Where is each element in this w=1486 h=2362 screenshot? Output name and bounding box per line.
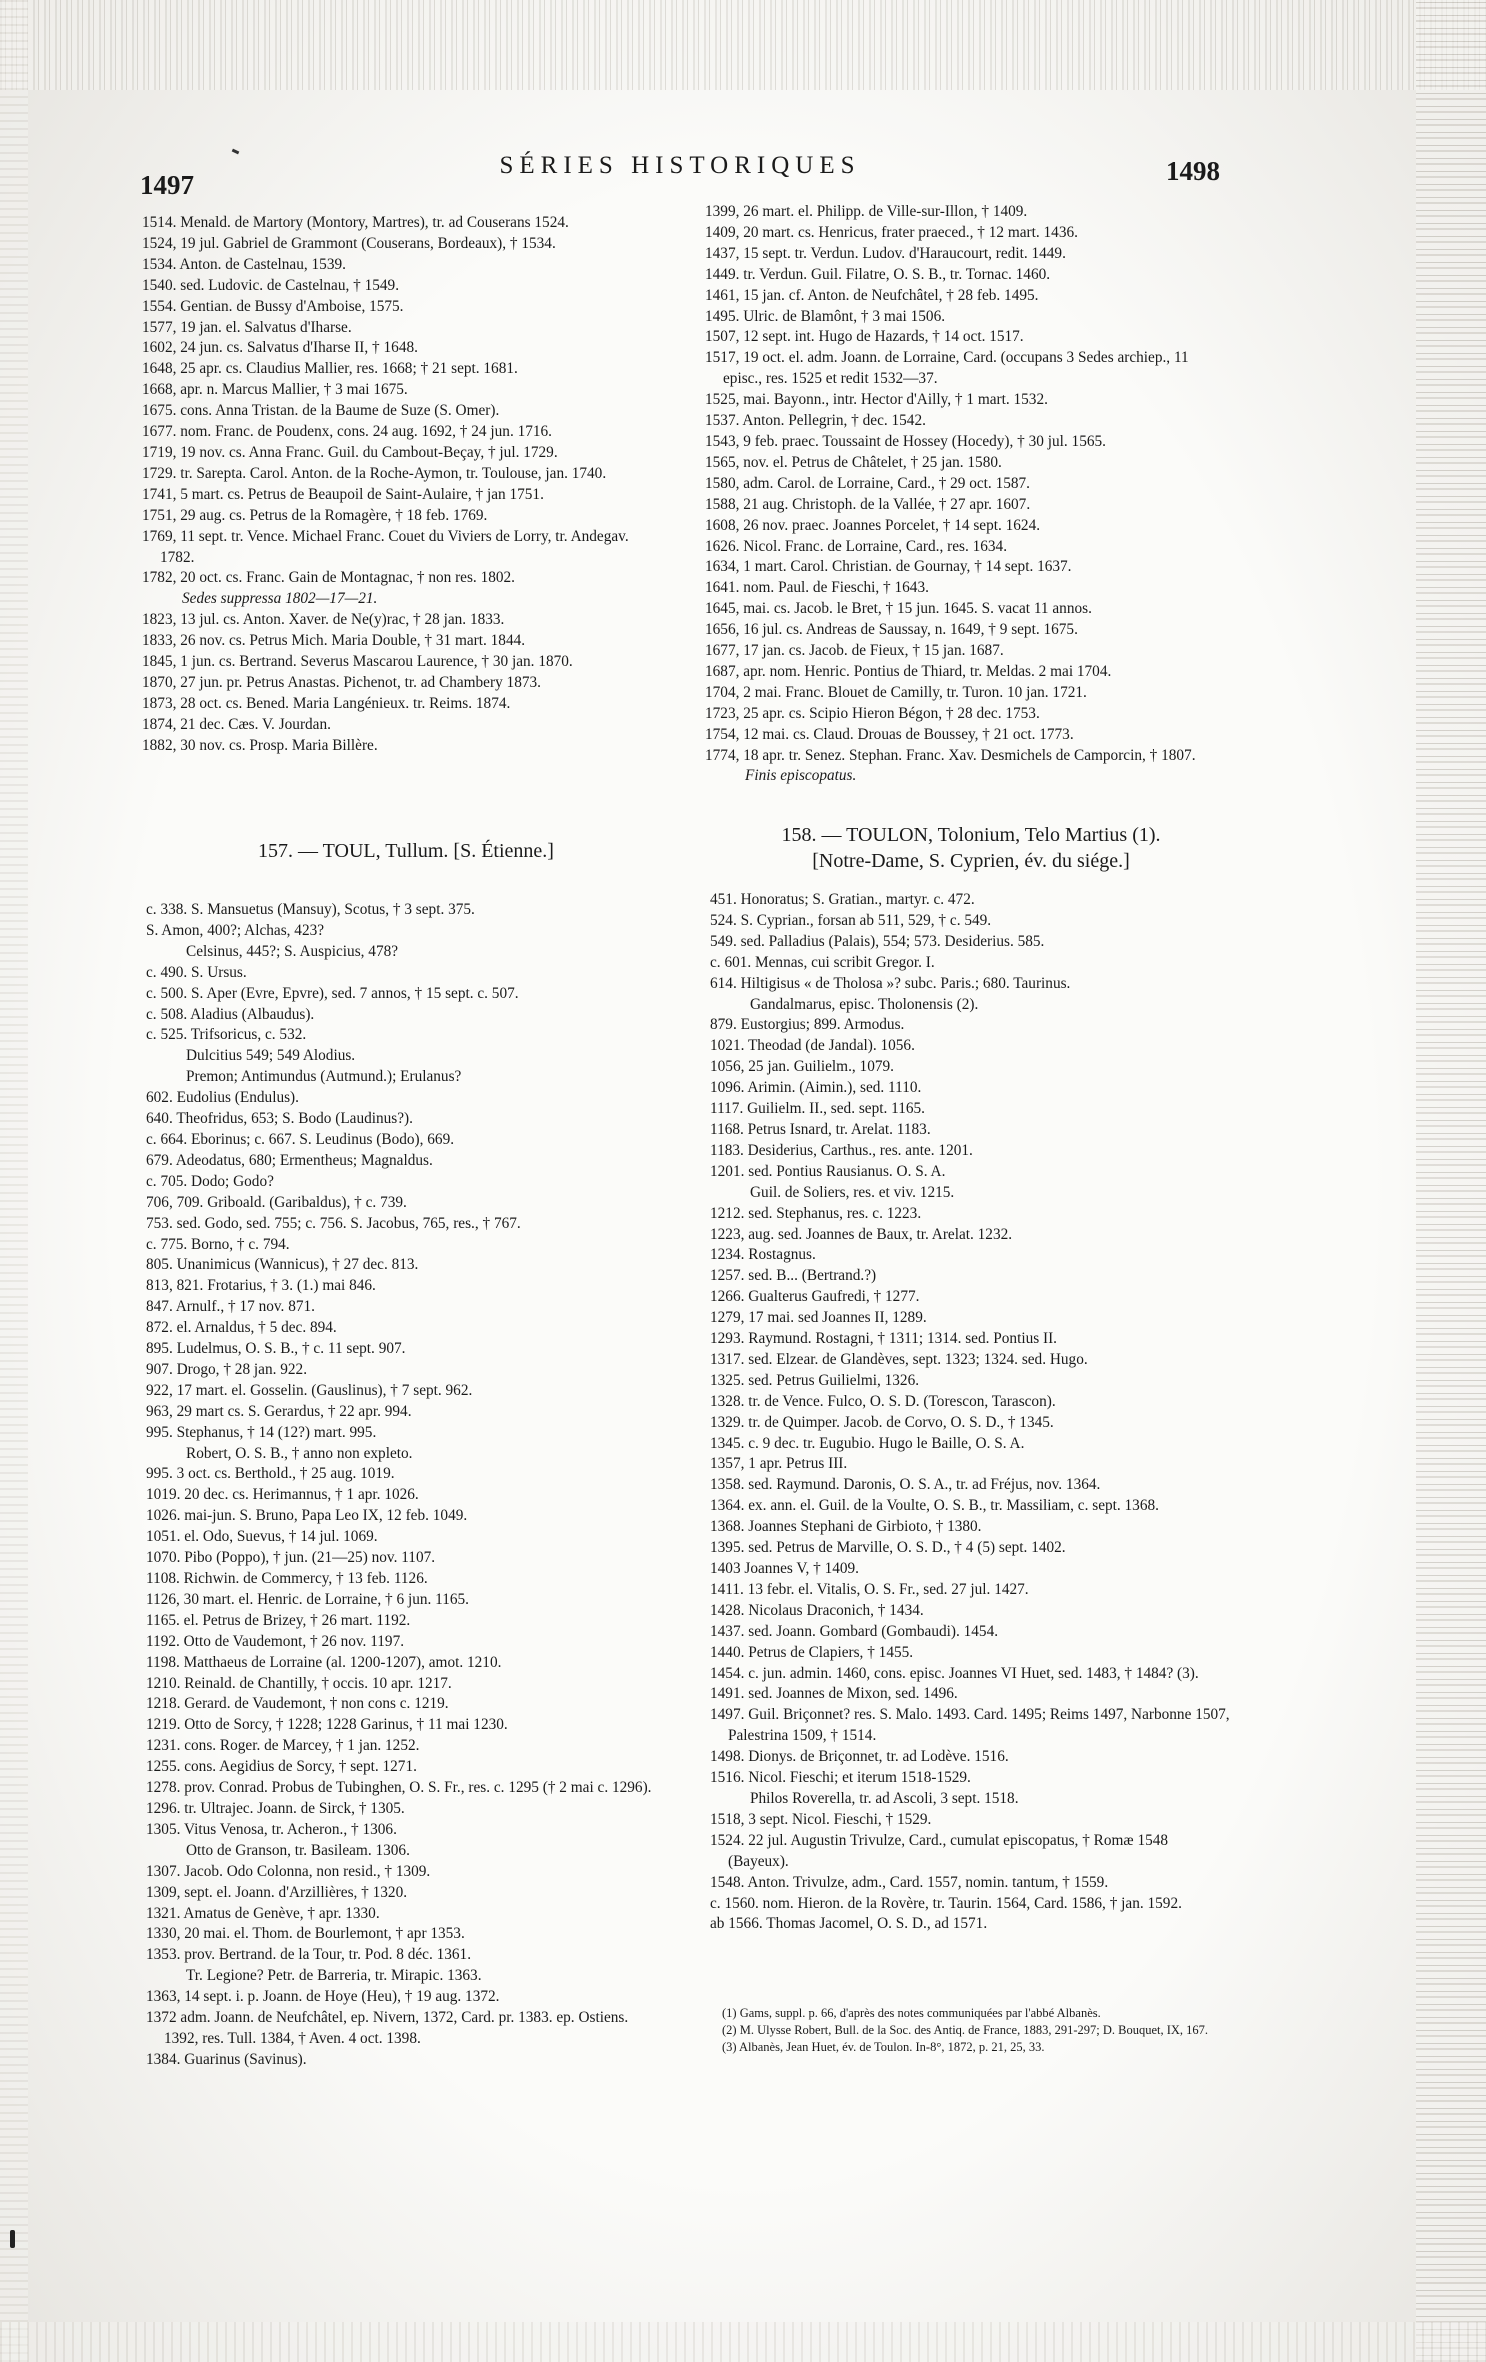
toul-entry: Otto de Granson, tr. Basileam. 1306. [186,1841,410,1859]
toulon-entry: 614. Hiltigisus « de Tholosa »? subc. Paris.; 680. Taurinus. [710,974,1071,992]
toulon-entry: 1524. 22 jul. Augustin Trivulze, Card., cumulat episcopatus, † Romæ 1548 (Bayeux). [710,1831,1169,1870]
toul-entry: 1165. el. Petrus de Brizey, † 26 mart. 1192. [146,1611,411,1629]
toul-metz-entry: 1565, nov. el. Petrus de Châtelet, † 25 jan. 1580. [705,453,1002,471]
running-title: SÉRIES HISTORIQUES [499,152,861,179]
toul-entry: 805. Unanimicus (Wannicus), † 27 dec. 813. [146,1256,419,1274]
scan-noise-left [0,0,28,2362]
toulon-entry: 1548. Anton. Trivulze, adm., Card. 1557, nomin. tantum, † 1559. [710,1873,1109,1891]
toulon-entry: 1368. Joannes Stephani de Girbioto, † 1380. [710,1518,982,1536]
toulon-entry: 1212. sed. Stephanus, res. c. 1223. [710,1204,922,1222]
toul-entry: 1307. Jacob. Odo Colonna, non resid., † 1309. [146,1862,431,1880]
toulon-entry: 1168. Petrus Isnard, tr. Arelat. 1183. [710,1120,931,1138]
toul-entry: 1231. cons. Roger. de Marcey, † 1 jan. 1252. [146,1737,420,1755]
toulon-entry: 1096. Arimin. (Aimin.), sed. 1110. [710,1079,922,1097]
couserans-entry: 1675. cons. Anna Tristan. de la Baume de Suze (S. Omer). [142,402,500,420]
toul-entry: 679. Adeodatus, 680; Ermentheus; Magnaldus. [146,1151,433,1169]
toul-entry: c. 664. Eborinus; c. 667. S. Leudinus (Bodo), 669. [146,1130,455,1148]
finis-episcopatus-note: Finis episcopatus. [745,767,857,785]
toul-metz-entry: 1537. Anton. Pellegrin, † dec. 1542. [705,412,926,430]
toul-bishops-list [146,900,666,2071]
toulon-entry: Philos Roverella, tr. ad Ascoli, 3 sept. 1518. [750,1789,1019,1807]
toulon-entry: 1498. Dionys. de Briçonnet, tr. ad Lodève. 1516. [710,1748,1009,1766]
toul-metz-entry: 1626. Nicol. Franc. de Lorraine, Card., res. 1634. [705,537,1008,555]
toulon-entry: 1056, 25 jan. Guilielm., 1079. [710,1058,894,1076]
toul-metz-entry: 1399, 26 mart. el. Philipp. de Ville-sur-Illon, † 1409. [705,203,1028,220]
toul-metz-entry: 1507, 12 sept. int. Hugo de Hazards, † 14 oct. 1517. [705,328,1024,346]
toul-entry: 1218. Gerard. de Vaudemont, † non cons c. 1219. [146,1695,449,1713]
toul-entry: 1321. Amatus de Genève, † apr. 1330. [146,1904,380,1922]
couserans-entry: 1602, 24 jun. cs. Salvatus d'Iharse II, † 1648. [142,339,418,357]
toul-entry: c. 525. Trifsoricus, c. 532. [146,1026,307,1044]
toulon-entry: 1293. Raymund. Rostagni, † 1311; 1314. sed. Pontius II. [710,1330,1058,1348]
toul-entry: 1305. Vitus Venosa, tr. Acheron., † 1306. [146,1820,397,1838]
toul-metz-entry: 1580, adm. Carol. de Lorraine, Card., † 29 oct. 1587. [705,474,1030,492]
toulon-entry: 1183. Desiderius, Carthus., res. ante. 1201. [710,1141,973,1159]
couserans-entry: 1719, 19 nov. cs. Anna Franc. Guil. du Cambout-Beçay, † jul. 1729. [142,443,558,461]
toul-entry: c. 705. Dodo; Godo? [146,1172,274,1190]
toul-entry: c. 338. S. Mansuetus (Mansuy), Scotus, † 3 sept. 375. [146,901,475,918]
left-column-number: 1497 [140,170,194,200]
toulon-entry: 1395. sed. Petrus de Marville, O. S. D., † 4 (5) sept. 1402. [710,1539,1066,1557]
toul-metz-entry: 1461, 15 jan. cf. Anton. de Neufchâtel, † 28 feb. 1495. [705,286,1039,304]
toul-metz-entry: 1677, 17 jan. cs. Jacob. de Fieux, † 15 jan. 1687. [705,642,1004,660]
toul-entry: 922, 17 mart. el. Gosselin. (Gauslinus), † 7 sept. 962. [146,1381,473,1399]
toulon-entry: 879. Eustorgius; 899. Armodus. [710,1016,905,1034]
toul-metz-entry: 1449. tr. Verdun. Guil. Filatre, O. S. B., tr. Tornac. 1460. [705,265,1051,283]
toul-entry: c. 490. S. Ursus. [146,963,247,981]
toulon-entry: 524. S. Cyprian., forsan ab 511, 529, † c. 549. [710,911,992,929]
toul-metz-entry: 1774, 18 apr. tr. Senez. Stephan. Franc. Xav. Desmichels de Camporcin, † 1807. [705,746,1196,764]
toulon-entry: Gandalmarus, episc. Tholonensis (2). [750,995,979,1013]
couserans-entry: 1577, 19 jan. el. Salvatus d'Iharse. [142,318,352,336]
toul-entry: c. 508. Aladius (Albaudus). [146,1005,315,1023]
toulon-entry: 1440. Petrus de Clapiers, † 1455. [710,1643,914,1661]
toul-entry: 1353. prov. Bertrand. de la Tour, tr. Pod. 8 déc. 1361. [146,1946,472,1964]
scan-noise-top [0,0,1486,90]
toul-entry: Tr. Legione? Petr. de Barreria, tr. Mirapic. 1363. [186,1967,482,1985]
toul-metz-entry: 1495. Ulric. de Blamônt, † 3 mai 1506. [705,307,946,325]
scan-noise-bottom [0,2322,1486,2362]
toulon-entry: 1516. Nicol. Fieschi; et iterum 1518-1529. [710,1769,971,1787]
toulon-entry: 1223, aug. sed. Joannes de Baux, tr. Arelat. 1232. [710,1225,1013,1243]
toul-entry: 1296. tr. Ultrajec. Joann. de Sirck, † 1305. [146,1799,405,1817]
couserans-entry: 1729. tr. Sarepta. Carol. Anton. de la Roche-Aymon, tr. Toulouse, jan. 1740. [142,464,607,482]
sedes-suppressa-note: Sedes suppressa 1802—17—21. [182,590,378,608]
toul-section-heading-block [146,838,666,864]
toulon-entry: ab 1566. Thomas Jacomel, O. S. D., ad 1571. [710,1915,988,1933]
toul-entry: 995. Stephanus, † 14 (12?) mart. 995. [146,1423,377,1441]
running-header [140,152,1220,200]
toulon-entry: 1345. c. 9 dec. tr. Eugubio. Hugo le Baille, O. S. A. [710,1434,1025,1452]
toulon-entry: c. 601. Mennas, cui scribit Gregor. I. [710,953,935,971]
toulon-entry: 1428. Nicolaus Draconich, † 1434. [710,1601,924,1619]
couserans-entry: 1751, 29 aug. cs. Petrus de la Romagère, † 18 feb. 1769. [142,506,488,524]
toul-metz-entry: 1687, apr. nom. Henric. Pontius de Thiard, tr. Meldas. 2 mai 1704. [705,662,1112,680]
toulon-entry: 1317. sed. Elzear. de Glandèves, sept. 1323; 1324. sed. Hugo. [710,1350,1088,1368]
couserans-entry: 1668, apr. n. Marcus Mallier, † 3 mai 1675. [142,381,408,399]
toul-entry: 1278. prov. Conrad. Probus de Tubinghen, O. S. Fr., res. c. 1295 († 2 mai c. 1296). [146,1779,652,1797]
toul-entry: 1210. Reinald. de Chantilly, † occis. 10 apr. 1217. [146,1674,452,1692]
toulon-entry: 1454. c. jun. admin. 1460, cons. episc. Joannes VI Huet, sed. 1483, † 1484? (3). [710,1664,1199,1682]
couserans-entry: 1870, 27 jun. pr. Petrus Anastas. Pichenot, tr. ad Chambery 1873. [142,673,541,691]
couserans-entry: 1554. Gentian. de Bussy d'Amboise, 1575. [142,297,404,315]
toul-entry: 1198. Matthaeus de Lorraine (al. 1200-1207), amot. 1210. [146,1653,502,1671]
toul-entry: 1309, sept. el. Joann. d'Arzillières, † 1320. [146,1883,408,1901]
toulon-entry: 1117. Guilielm. II., sed. sept. 1165. [710,1100,925,1118]
couserans-entry: 1514. Menald. de Martory (Montory, Martres), tr. ad Couserans 1524. [142,214,569,231]
toul-entry: 1070. Pibo (Poppo), † jun. (21—25) nov. 1107. [146,1549,436,1567]
footnote: (3) Albanès, Jean Huet, év. de Toulon. In-8°, 1872, p. 21, 25, 33. [722,2040,1045,2054]
toulon-entry: c. 1560. nom. Hieron. de la Rovère, tr. Taurin. 1564, Card. 1586, † jan. 1592. [710,1894,1182,1912]
toul-metz-entry: 1525, mai. Bayonn., intr. Hector d'Ailly, † 1 mart. 1532. [705,391,1048,409]
couserans-entry: 1769, 11 sept. tr. Vence. Michael Franc. Couet du Viviers de Lorry, tr. Andegav. 1782. [142,527,629,566]
toul-metz-entry: 1645, mai. cs. Jacob. le Bret, † 15 jun. 1645. S. vacat 11 annos. [705,600,1092,618]
toulon-bishops-list [710,890,1232,1935]
toulon-entry: 1364. ex. ann. el. Guil. de la Voulte, O. S. B., tr. Massiliam, c. sept. 1368. [710,1497,1159,1515]
couserans-entry: 1874, 21 dec. Cæs. V. Jourdan. [142,715,331,733]
toul-entry: 1384. Guarinus (Savinus). [146,2050,307,2068]
toul-entry: 1019. 20 dec. cs. Herimannus, † 1 apr. 1026. [146,1486,419,1504]
toul-metz-entry: 1588, 21 aug. Christoph. de la Vallée, † 27 apr. 1607. [705,495,1031,513]
toul-entry: 813, 821. Frotarius, † 3. (1.) mai 846. [146,1277,376,1295]
toul-entry: 1126, 30 mart. el. Henric. de Lorraine, † 6 jun. 1165. [146,1590,469,1608]
toulon-entry: 1437. sed. Joann. Gombard (Gombaudi). 1454. [710,1622,999,1640]
footnote: (2) M. Ulysse Robert, Bull. de la Soc. des Antiq. de France, 1883, 291-297; D. Bouquet, IX, 167. [722,2023,1209,2037]
toul-entry: 602. Eudolius (Endulus). [146,1089,299,1107]
toul-entry: 872. el. Arnaldus, † 5 dec. 894. [146,1319,337,1337]
toul-entry: Dulcitius 549; 549 Alodius. [186,1047,356,1065]
couserans-entry: 1534. Anton. de Castelnau, 1539. [142,255,346,273]
toul-metz-entry: 1517, 19 oct. el. adm. Joann. de Lorraine, Card. (occupans 3 Sedes archiep., 11 episc., res. 1525 et redit 1532—37. [705,349,1189,388]
toulon-section-heading-block [710,822,1232,874]
toul-entry: 963, 29 mart cs. S. Gerardus, † 22 apr. 994. [146,1402,412,1420]
toul-entry: 995. 3 oct. cs. Berthold., † 25 aug. 1019. [146,1465,395,1483]
toulon-entry: 1403 Joannes V, † 1409. [710,1560,860,1577]
toul-metz-entry: 1641. nom. Paul. de Fieschi, † 1643. [705,579,929,597]
toul-entry: 1372 adm. Joann. de Neufchâtel, ep. Nivern, 1372, Card. pr. 1383. ep. Ostiens. 1392, res. Tull. 1384, † Aven. 4 oct. 1398. [146,2009,629,2047]
couserans-entry: 1677. nom. Franc. de Poudenx, cons. 24 aug. 1692, † 24 jun. 1716. [142,423,553,441]
toul-entry: c. 500. S. Aper (Evre, Epvre), sed. 7 annos, † 15 sept. c. 507. [146,984,519,1002]
toul-metz-list-continued [705,202,1227,787]
footnotes [722,2005,1242,2056]
toul-entry: 1330, 20 mai. el. Thom. de Bourlemont, † apr 1353. [146,1925,465,1943]
toul-entry: 1363, 14 sept. i. p. Joann. de Hoye (Heu), † 19 aug. 1372. [146,1988,500,2006]
couserans-entry: 1873, 28 oct. cs. Bened. Maria Langénieux. tr. Reims. 1874. [142,694,511,712]
toulon-entry: 1234. Rostagnus. [710,1246,816,1264]
toul-entry: S. Amon, 400?; Alchas, 423? [146,921,325,939]
toul-entry: 1108. Richwin. de Commercy, † 13 feb. 1126. [146,1570,428,1587]
toul-entry: 1051. el. Odo, Suevus, † 14 jul. 1069. [146,1528,378,1546]
toulon-entry: 1357, 1 apr. Petrus III. [710,1455,848,1473]
toul-metz-entry: 1723, 25 apr. cs. Scipio Hieron Bégon, † 28 dec. 1753. [705,704,1040,722]
toul-entry: 895. Ludelmus, O. S. B., † c. 11 sept. 907. [146,1340,406,1358]
toulon-entry: 451. Honoratus; S. Gratian., martyr. c. 472. [710,891,975,908]
right-column-number: 1498 [1166,156,1220,186]
toul-metz-entry: 1656, 16 jul. cs. Andreas de Saussay, n. 1649, † 9 sept. 1675. [705,621,1078,639]
toul-entry: 753. sed. Godo, sed. 755; c. 756. S. Jacobus, 765, res., † 767. [146,1214,521,1232]
toul-entry: 907. Drogo, † 28 jan. 922. [146,1360,308,1378]
couserans-entry: 1540. sed. Ludovic. de Castelnau, † 1549. [142,276,400,294]
toul-entry: Robert, O. S. B., † anno non expleto. [186,1444,413,1462]
toul-entry: Celsinus, 445?; S. Auspicius, 478? [186,942,399,960]
toulon-entry: 1329. tr. de Quimper. Jacob. de Corvo, O. S. D., † 1345. [710,1413,1054,1431]
toulon-entry: 1328. tr. de Vence. Fulco, O. S. D. (Torescon, Tarascon). [710,1392,1056,1410]
toul-entry: c. 775. Borno, † c. 794. [146,1235,290,1253]
scan-noise-right [1416,0,1486,2362]
scan-artifact-mark [10,2230,15,2248]
toul-entry: 640. Theofridus, 653; S. Bodo (Laudinus?). [146,1110,413,1128]
toul-metz-entry: 1409, 20 mart. cs. Henricus, frater praeced., † 12 mart. 1436. [705,223,1078,241]
toul-metz-entry: 1543, 9 feb. praec. Toussaint de Hossey (Hocedy), † 30 jul. 1565. [705,432,1106,450]
toul-entry: 847. Arnulf., † 17 nov. 871. [146,1298,315,1316]
toul-entry: 1192. Otto de Vaudemont, † 26 nov. 1197. [146,1632,405,1650]
toulon-entry: Guil. de Soliers, res. et viv. 1215. [750,1183,955,1201]
toul-metz-entry: 1437, 15 sept. tr. Verdun. Ludov. d'Haraucourt, redit. 1449. [705,244,1066,262]
toulon-entry: 1201. sed. Pontius Rausianus. O. S. A. [710,1162,946,1180]
couserans-entry: 1741, 5 mart. cs. Petrus de Beaupoil de Saint-Aulaire, † jan 1751. [142,485,544,503]
couserans-entry: 1823, 13 jul. cs. Anton. Xaver. de Ne(y)rac, † 28 jan. 1833. [142,611,505,629]
couserans-entry: 1648, 25 apr. cs. Claudius Mallier, res. 1668; † 21 sept. 1681. [142,360,518,378]
toul-entry: 706, 709. Griboald. (Garibaldus), † c. 739. [146,1193,407,1211]
toul-metz-entry: 1754, 12 mai. cs. Claud. Drouas de Boussey, † 21 oct. 1773. [705,725,1074,743]
toul-metz-entry: 1608, 26 nov. praec. Joannes Porcelet, † 14 sept. 1624. [705,516,1041,534]
toulon-entry: 1358. sed. Raymund. Daronis, O. S. A., tr. ad Fréjus, nov. 1364. [710,1476,1101,1494]
couserans-list-continued [142,213,650,757]
toulon-section-heading: 158. — TOULON, Tolonium, Telo Martius (1). [781,824,1161,846]
toulon-entry: 1491. sed. Joannes de Mixon, sed. 1496. [710,1685,958,1703]
toul-section-heading: 157. — TOUL, Tullum. [S. Étienne.] [258,840,554,862]
couserans-entry: 1833, 26 nov. cs. Petrus Mich. Maria Double, † 31 mart. 1844. [142,632,526,650]
toul-metz-entry: 1704, 2 mai. Franc. Blouet de Camilly, tr. Turon. 10 jan. 1721. [705,683,1087,701]
couserans-entry: 1882, 30 nov. cs. Prosp. Maria Billère. [142,736,378,754]
toulon-entry: 1266. Gualterus Gaufredi, † 1277. [710,1288,920,1306]
toulon-entry: 1497. Guil. Briçonnet? res. S. Malo. 1493. Card. 1495; Reims 1497, Narbonne 1507, Palestrina 1509, † 1514. [710,1706,1230,1745]
toulon-entry: 1518, 3 sept. Nicol. Fieschi, † 1529. [710,1810,932,1828]
toul-entry: 1219. Otto de Sorcy, † 1228; 1228 Garinus, † 11 mai 1230. [146,1716,508,1734]
toulon-entry: 1021. Theodad (de Jandal). 1056. [710,1037,915,1055]
toul-entry: Premon; Antimundus (Autmund.); Erulanus? [186,1068,462,1086]
footnote: (1) Gams, suppl. p. 66, d'après des notes communiquées par l'abbé Albanès. [722,2006,1101,2020]
toulon-entry: 1279, 17 mai. sed Joannes II, 1289. [710,1309,927,1327]
toulon-entry: 549. sed. Palladius (Palais), 554; 573. Desiderius. 585. [710,932,1045,950]
toulon-entry: 1257. sed. B... (Bertrand.?) [710,1267,877,1285]
couserans-entry: 1524, 19 jul. Gabriel de Grammont (Couserans, Bordeaux), † 1534. [142,234,556,252]
toul-entry: 1026. mai-jun. S. Bruno, Papa Leo IX, 12 feb. 1049. [146,1507,468,1525]
couserans-entry: 1782, 20 oct. cs. Franc. Gain de Montagnac, † non res. 1802. [142,569,515,587]
toul-metz-entry: 1634, 1 mart. Carol. Christian. de Gournay, † 14 sept. 1637. [705,558,1072,576]
toulon-entry: 1325. sed. Petrus Guilielmi, 1326. [710,1371,920,1389]
couserans-entry: 1845, 1 jun. cs. Bertrand. Severus Mascarou Laurence, † 30 jan. 1870. [142,653,573,671]
toulon-entry: 1411. 13 febr. el. Vitalis, O. S. Fr., sed. 27 jul. 1427. [710,1580,1029,1598]
toulon-section-subheading: [Notre-Dame, S. Cyprien, év. du siége.] [812,850,1130,872]
toul-entry: 1255. cons. Aegidius de Sorcy, † sept. 1271. [146,1758,417,1776]
